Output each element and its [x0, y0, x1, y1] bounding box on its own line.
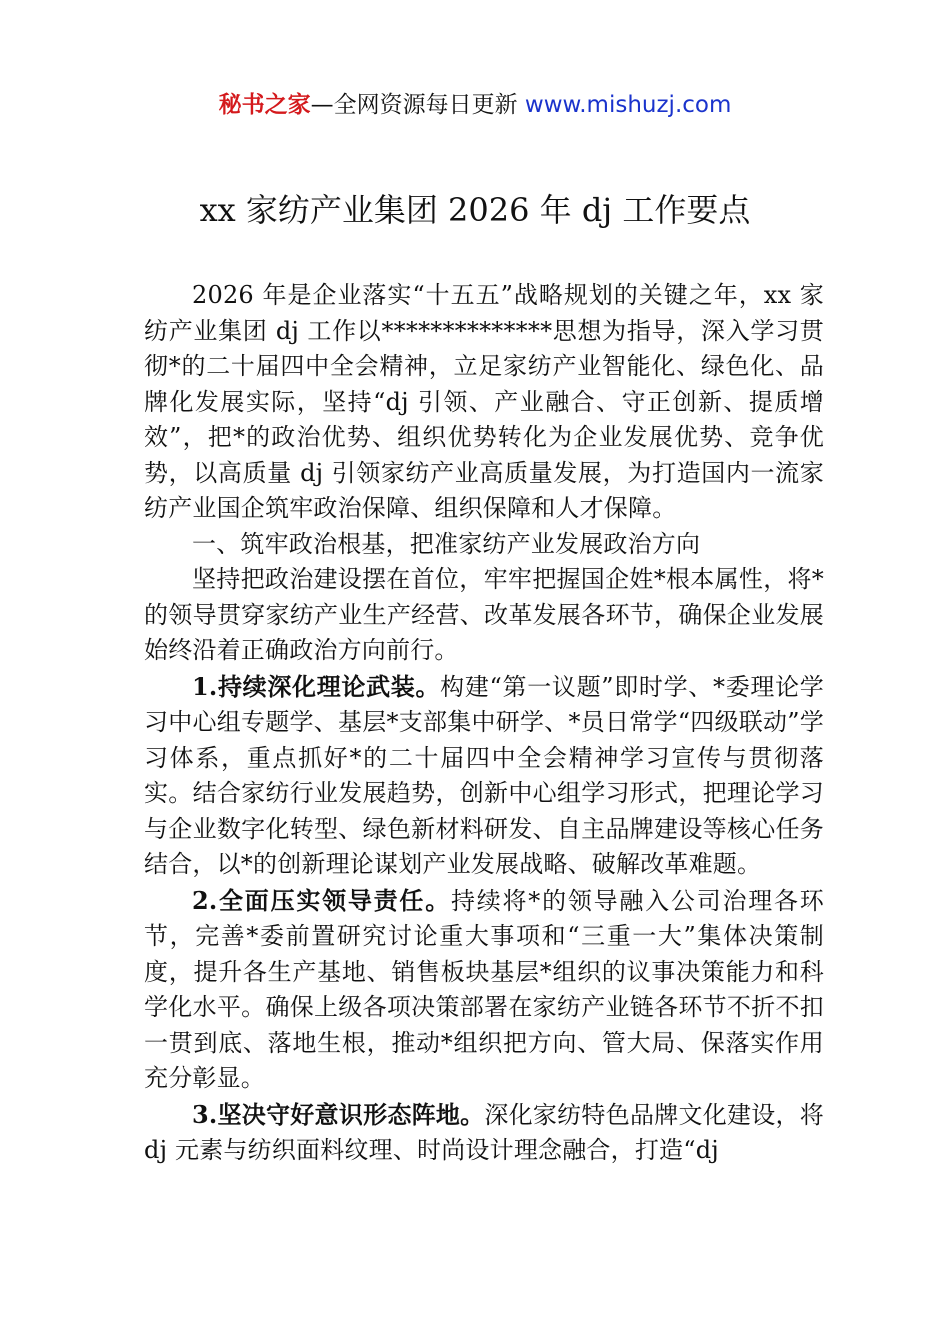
item-paragraph [144, 883, 824, 1097]
item-text: 构建“第一议题”即时学、*委理论学习中心组专题学、基层*支部集中研学、*员日常学“四级联动”学习体系，重点抓好*的二十届四中全会精神学习宣传与贯彻落实。结合家纺行业发展趋势，创新中心组学习形式，把理论学习与企业数字化转型、绿色新材料研发、自主品牌建设等核心任务结合，以*的创新理论谋划产业发展战略、破解改革难题。 [144, 672, 824, 878]
site-tagline: —全网资源每日更新 [310, 92, 525, 118]
document-title: xx 家纺产业集团 2026 年 dj 工作要点 [199, 191, 751, 229]
site-url: www.mishuzj.com [524, 92, 732, 118]
item-title: 2.全面压实领导责任。 [192, 885, 451, 915]
site-brand: 秘书之家 [218, 92, 311, 118]
document-body [144, 278, 824, 1169]
intro-paragraph: 2026 年是企业落实“十五五”战略规划的关键之年，xx 家纺产业集团 dj 工作以**************思想为指导，深入学习贯彻*的二十届四中全会精神，立足家纺产业智能化、绿色化、品牌化发展实际，坚持“dj 引领、产业融合、守正创新、提质增效”，把*的政治优势、组织优势转化为企业发展优势、竞争优势，以高质量 dj 引领家纺产业高质量发展，为打造国内一流家纺产业国企筑牢政治保障、组织保障和人才保障。 [144, 281, 824, 522]
item-paragraph [144, 1097, 824, 1169]
item-title: 3.坚决守好意识形态阵地。 [192, 1099, 485, 1129]
item-paragraph [144, 669, 824, 883]
section-intro-paragraph: 坚持把政治建设摆在首位，牢牢把握国企姓*根本属性，将*的领导贯穿家纺产业生产经营、改革发展各环节，确保企业发展始终沿着正确政治方向前行。 [144, 565, 824, 664]
item-text: 深化家纺特色品牌文化建设，将 dj 元素与纺织面料纹理、时尚设计理念融合，打造“dj [144, 1100, 824, 1164]
item-title: 1.持续深化理论武装。 [192, 671, 441, 701]
section-heading: 一、筑牢政治根基，把准家纺产业发展政治方向 [192, 529, 701, 558]
item-text: 持续将*的领导融入公司治理各环节，完善*委前置研究讨论重大事项和“三重一大”集体决策制度，提升各生产基地、销售板块基层*组织的议事决策能力和科学化水平。确保上级各项决策部署在家纺产业链各环节不折不扣一贯到底、落地生根，推动*组织把方向、管大局、保落实作用充分彰显。 [144, 886, 824, 1092]
site-header [0, 88, 950, 122]
